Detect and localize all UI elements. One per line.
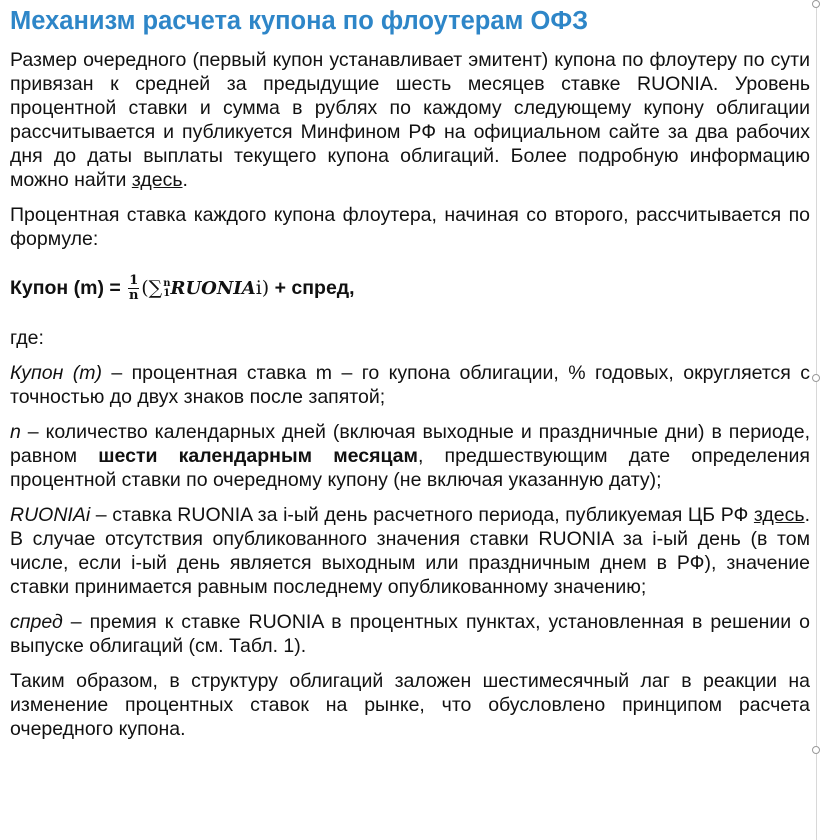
definition-ruonia bbox=[10, 503, 810, 599]
definition-spread-text: – премия к ставке RUONIA в процентных пунктах, установленная в решении о выпуске облигаций (см. Табл. 1). bbox=[10, 611, 810, 657]
intro-paragraph bbox=[10, 48, 810, 192]
formula-index: i bbox=[255, 277, 262, 299]
resize-handle-middle-right[interactable] bbox=[812, 374, 820, 382]
document-page bbox=[10, 4, 810, 752]
formula-open-sum: (∑ bbox=[141, 277, 163, 299]
formula-close: ) bbox=[261, 277, 270, 299]
definition-coupon bbox=[10, 361, 810, 409]
minfin-link[interactable]: здесь bbox=[131, 169, 183, 191]
sum-limits bbox=[163, 279, 170, 299]
page-title: Механизм расчета купона по флоутерам ОФЗ bbox=[10, 7, 589, 35]
definition-ruonia-text-2: . В случае отсутствия опубликованного значения ставки RUONIA за i-ый день (в том числе, если i-ый день является выходным или праздничным днем в РФ), значение ставки принимается равным последнему опубликованному значению; bbox=[10, 504, 810, 598]
formula-rhs: + спред, bbox=[269, 277, 355, 299]
sum-lower-limit: 1 bbox=[163, 287, 171, 299]
definition-coupon-text: – процентная ставка m – го купона облигации, % годовых, округляется с точностью до двух знаков после запятой; bbox=[10, 362, 810, 408]
cbr-link[interactable]: здесь bbox=[753, 504, 805, 526]
term-spread: спред bbox=[10, 611, 63, 633]
definition-n-bold: шести календарным месяцам bbox=[98, 445, 418, 467]
text-box-border bbox=[816, 0, 817, 840]
where-label: где: bbox=[10, 327, 44, 349]
definition-n bbox=[10, 420, 810, 492]
coupon-formula bbox=[10, 273, 810, 304]
definition-n-text-1: – количество календарных дней (включая выходные и праздничные дни) в периоде, равном bbox=[10, 421, 810, 467]
fraction-numerator: 1 bbox=[129, 273, 139, 289]
definition-ruonia-text-1: – ставка RUONIA за i-ый день расчетного периода, публикуемая ЦБ РФ bbox=[90, 504, 754, 526]
definition-spread bbox=[10, 610, 810, 658]
sum-upper-limit: n bbox=[163, 277, 171, 289]
fraction-denominator: n bbox=[128, 288, 139, 304]
formula-intro-paragraph: Процентная ставка каждого купона флоутера, начиная со второго, рассчитывается по формуле: bbox=[10, 204, 810, 250]
term-n: n bbox=[10, 421, 21, 443]
term-coupon: Купон (m) bbox=[10, 362, 102, 384]
resize-handle-top-right[interactable] bbox=[812, 0, 820, 8]
conclusion-paragraph: Таким образом, в структуру облигаций заложен шестимесячный лаг в реакции на изменение процентных ставок на рынке, что обусловлено принципом расчета очередного купона. bbox=[10, 670, 810, 740]
formula-ruonia: RUONIA bbox=[170, 278, 256, 299]
formula-fraction bbox=[128, 274, 139, 303]
intro-text: Размер очередного (первый купон устанавливает эмитент) купона по флоутеру по сути привязан к средней за предыдущие шесть месяцев ставке RUONIA. Уровень процентной ставки и сумма в рублях по каждому следующему купону облигации рассчитывается и публикуется Минфином РФ на официальном сайте за два рабочих дня до даты выплаты текущего купона облигаций. Более подробную информацию можно найти bbox=[10, 49, 810, 191]
definition-n-text-2: , предшествующим дате определения процентной ставки по очередному купону (не включая указанную дату); bbox=[10, 445, 810, 491]
term-ruonia: RUONIAi bbox=[10, 504, 91, 526]
formula-lhs: Купон (m) = bbox=[10, 277, 127, 299]
intro-tail: . bbox=[182, 169, 188, 191]
resize-handle-bottom-right[interactable] bbox=[812, 746, 820, 754]
